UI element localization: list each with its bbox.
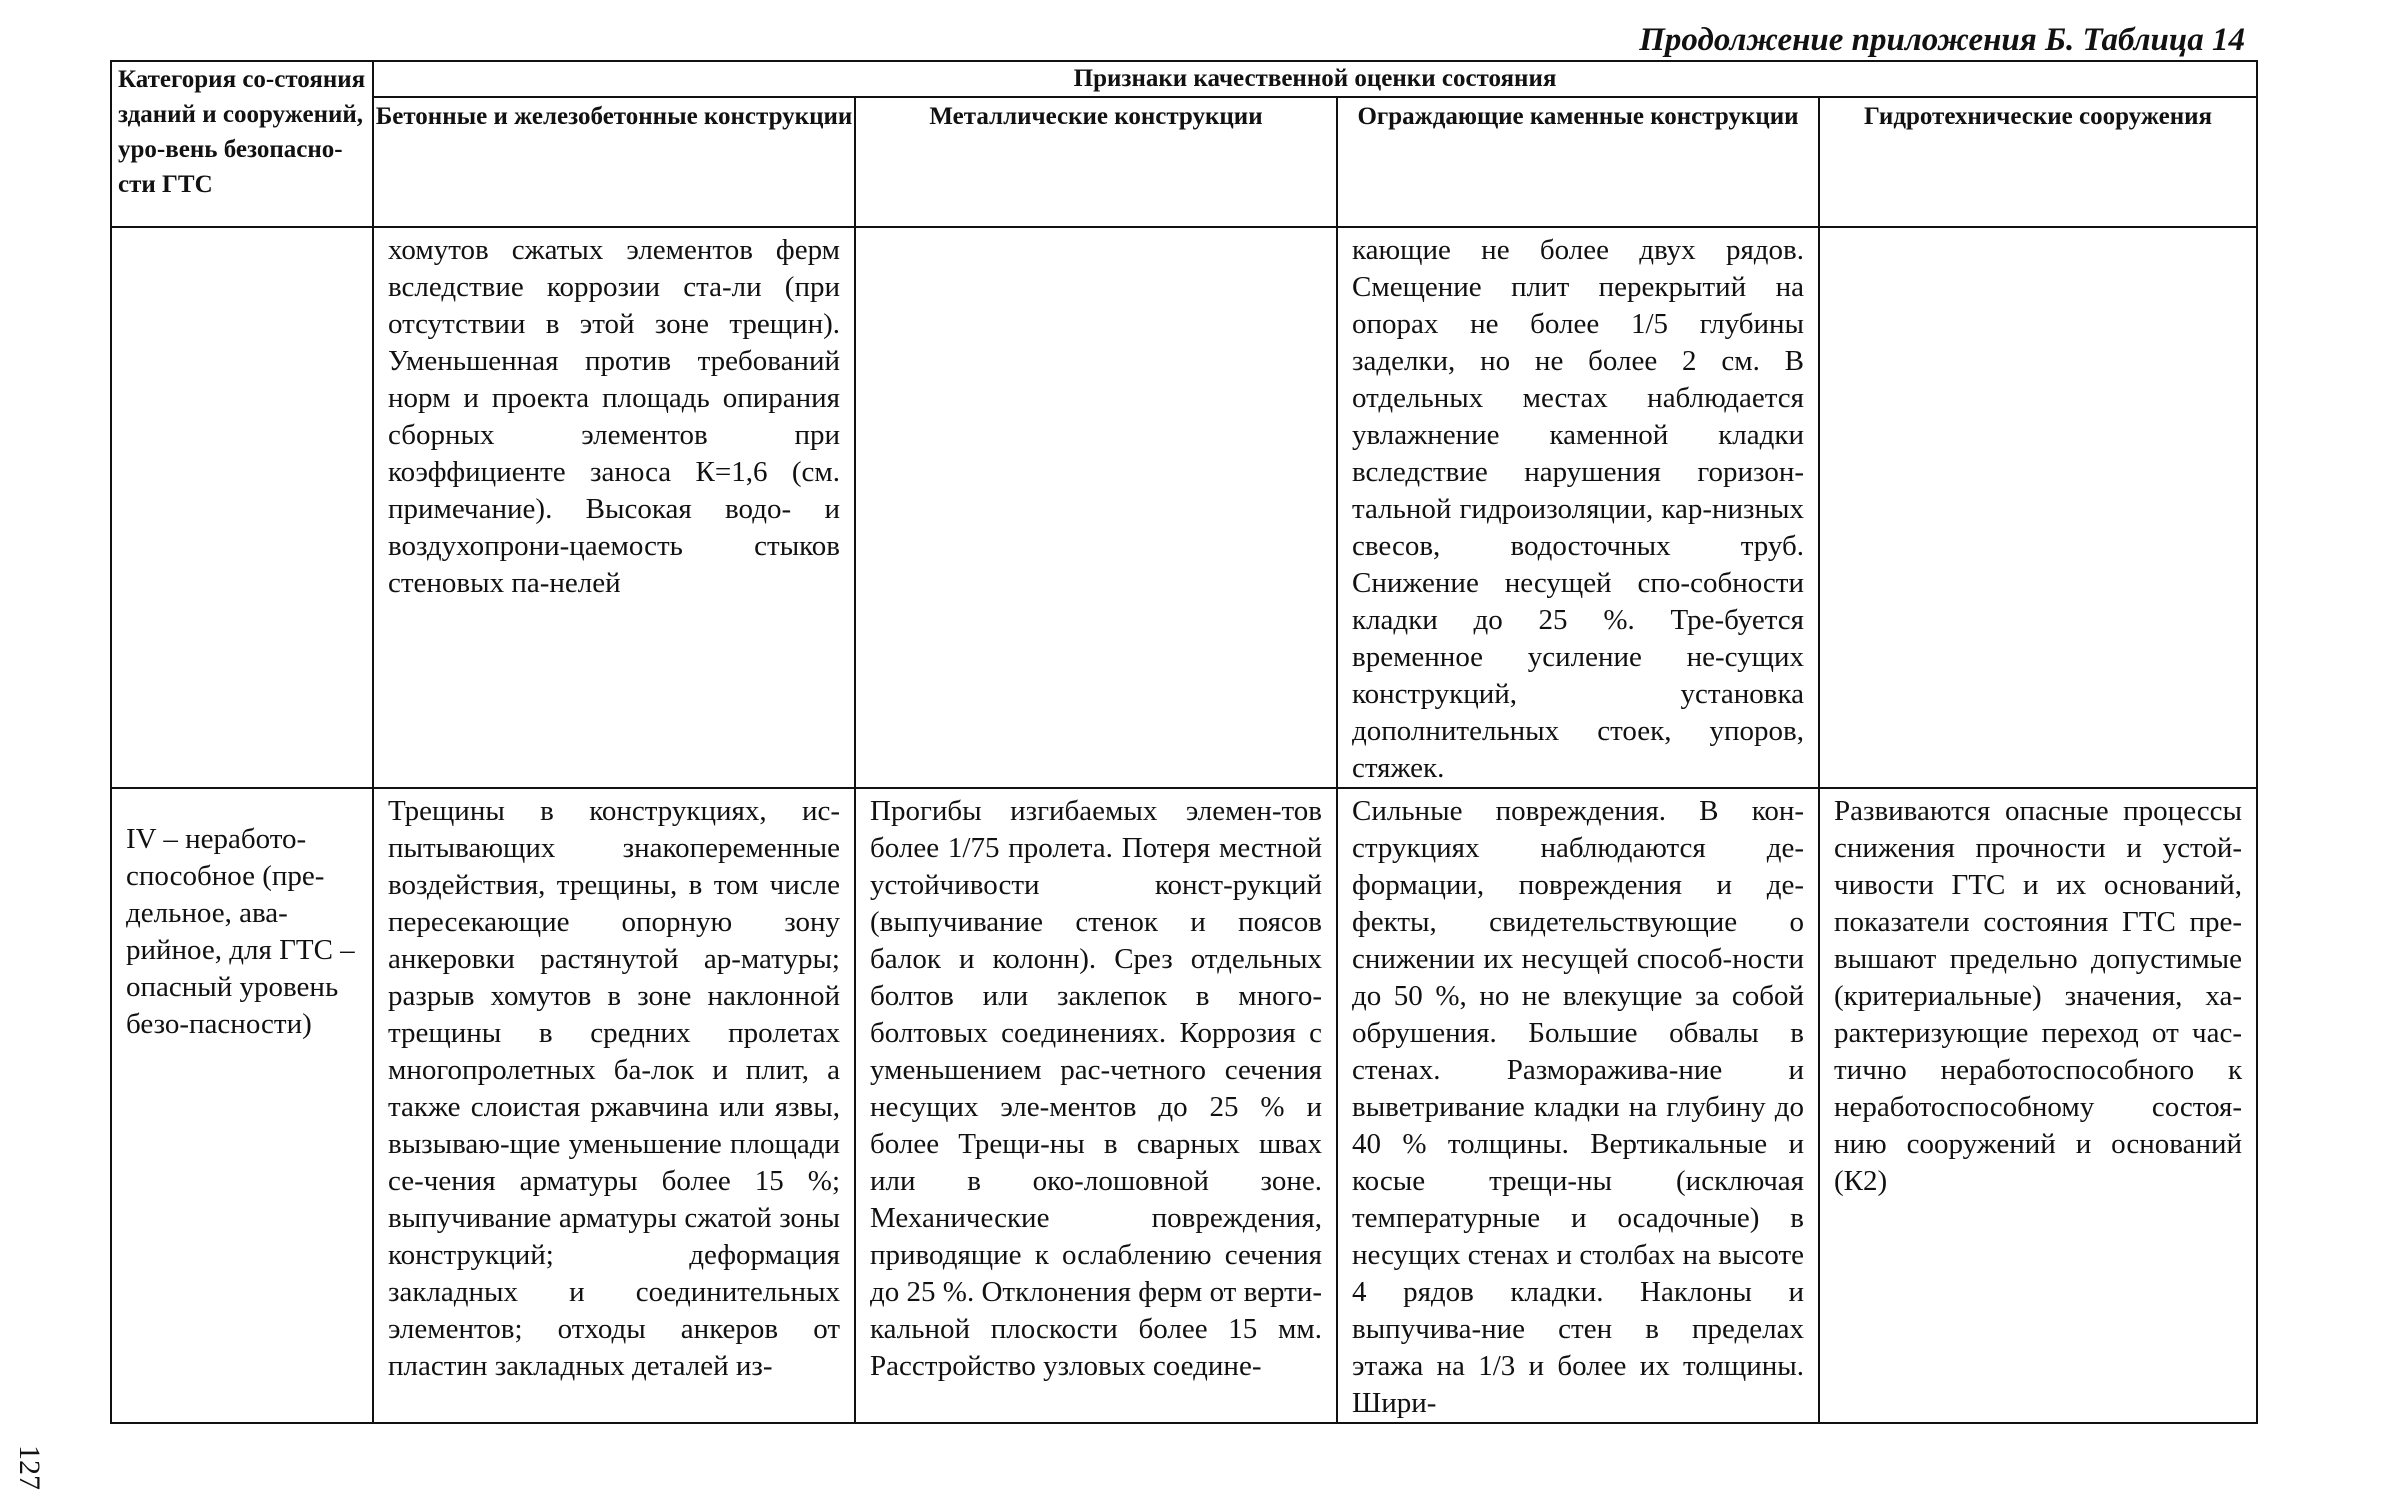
row2-hydro: Развиваются опасные процессы снижения прочности и устой-чивости ГТС и их оснований, показатели состояния ГТС пре-вышают предельно допустимые (критериальные) значения, ха-рактеризующие переход от час-тично неработоспособного к неработоспособному состоя-нию сооружений и оснований (К2) — [1819, 788, 2257, 1423]
row2-metal: Прогибы изгибаемых элемен-тов более 1/75 пролета. Потеря местной устойчивости конст-рукций (выпучивание стенок и поясов балок и колонн). Срез отдельных болтов или заклепок в много-болтовых соединениях. Коррозия с уменьшением рас-четного сечения несущих эле-ментов до 25 % и более Трещи-ны в сварных швах или в око-лошовной зоне. Механические повреждения, приводящие к ослаблению сечения до 25 %. Отклонения ферм от верти-кальной плоскости более 15 мм. Расстройство узловых соедине- — [855, 788, 1337, 1423]
table-caption: Продолжение приложения Б. Таблица 14 — [1639, 22, 2245, 58]
condition-table — [110, 60, 2258, 1424]
header-hydro: Гидротехнические сооружения — [1819, 97, 2257, 227]
header-group: Признаки качественной оценки состояния — [373, 61, 2257, 97]
header-category: Категория со-стояния зданий и сооружений, уро-вень безопасно-сти ГТС — [111, 61, 373, 227]
header-masonry: Ограждающие каменные конструкции — [1337, 97, 1819, 227]
row2-concrete: Трещины в конструкциях, ис-пытывающих знакопеременные воздействия, трещины, в том числе пересекающие опорную зону анкеровки растянутой ар-матуры; разрыв хомутов в зоне наклонной трещины в средних пролетах многопролетных ба-лок и плит, а также слоистая ржавчина или язвы, вызываю-щие уменьшение площади се-чения арматуры более 15 %; выпучивание арматуры сжатой зоны конструкций; деформация закладных и соединительных элементов; отходы анкеров от пластин закладных деталей из- — [373, 788, 855, 1423]
header-metal: Металлические конструкции — [855, 97, 1337, 227]
page-number: 127 — [13, 1445, 46, 1490]
header-concrete: Бетонные и железобетонные конструкции — [373, 97, 855, 227]
row1-hydro — [1819, 227, 2257, 788]
table-row — [111, 227, 2257, 788]
row1-masonry: кающие не более двух рядов. Смещение плит перекрытий на опорах не более 1/5 глубины заделки, но не более 2 см. В отдельных местах наблюдается увлажнение каменной кладки вследствие нарушения горизон-тальной гидроизоляции, кар-низных свесов, водосточных труб. Снижение несущей спо-собности кладки до 25 %. Тре-буется временное усиление не-сущих конструкций, установка дополнительных стоек, упоров, стяжек. — [1337, 227, 1819, 788]
row1-category — [111, 227, 373, 788]
row1-metal — [855, 227, 1337, 788]
row1-concrete: хомутов сжатых элементов ферм вследствие коррозии ста-ли (при отсутствии в этой зоне трещин). Уменьшенная против требований норм и проекта площадь опирания сборных элементов при коэффициенте заноса К=1,6 (см. примечание). Высокая водо- и воздухопрони-цаемость стыков стеновых па-нелей — [373, 227, 855, 788]
row2-masonry: Сильные повреждения. В кон-струкциях наблюдаются де-формации, повреждения и де-фекты, свидетельствующие о снижении их несущей способ-ности до 50 %, но не влекущие за собой обрушения. Большие обвалы в стенах. Разморажива-ние и выветривание кладки на глубину до 40 % толщины. Вертикальные и косые трещи-ны (исключая температурные и осадочные) в несущих стенах и столбах на высоте 4 рядов кладки. Наклоны и выпучива-ние стен в пределах этажа на 1/3 и более их толщины. Шири- — [1337, 788, 1819, 1423]
row2-category: IV – неработо-способное (пре-дельное, ава-рийное, для ГТС – опасный уровень безо-пасности) — [111, 788, 373, 1423]
table-row — [111, 788, 2257, 1423]
